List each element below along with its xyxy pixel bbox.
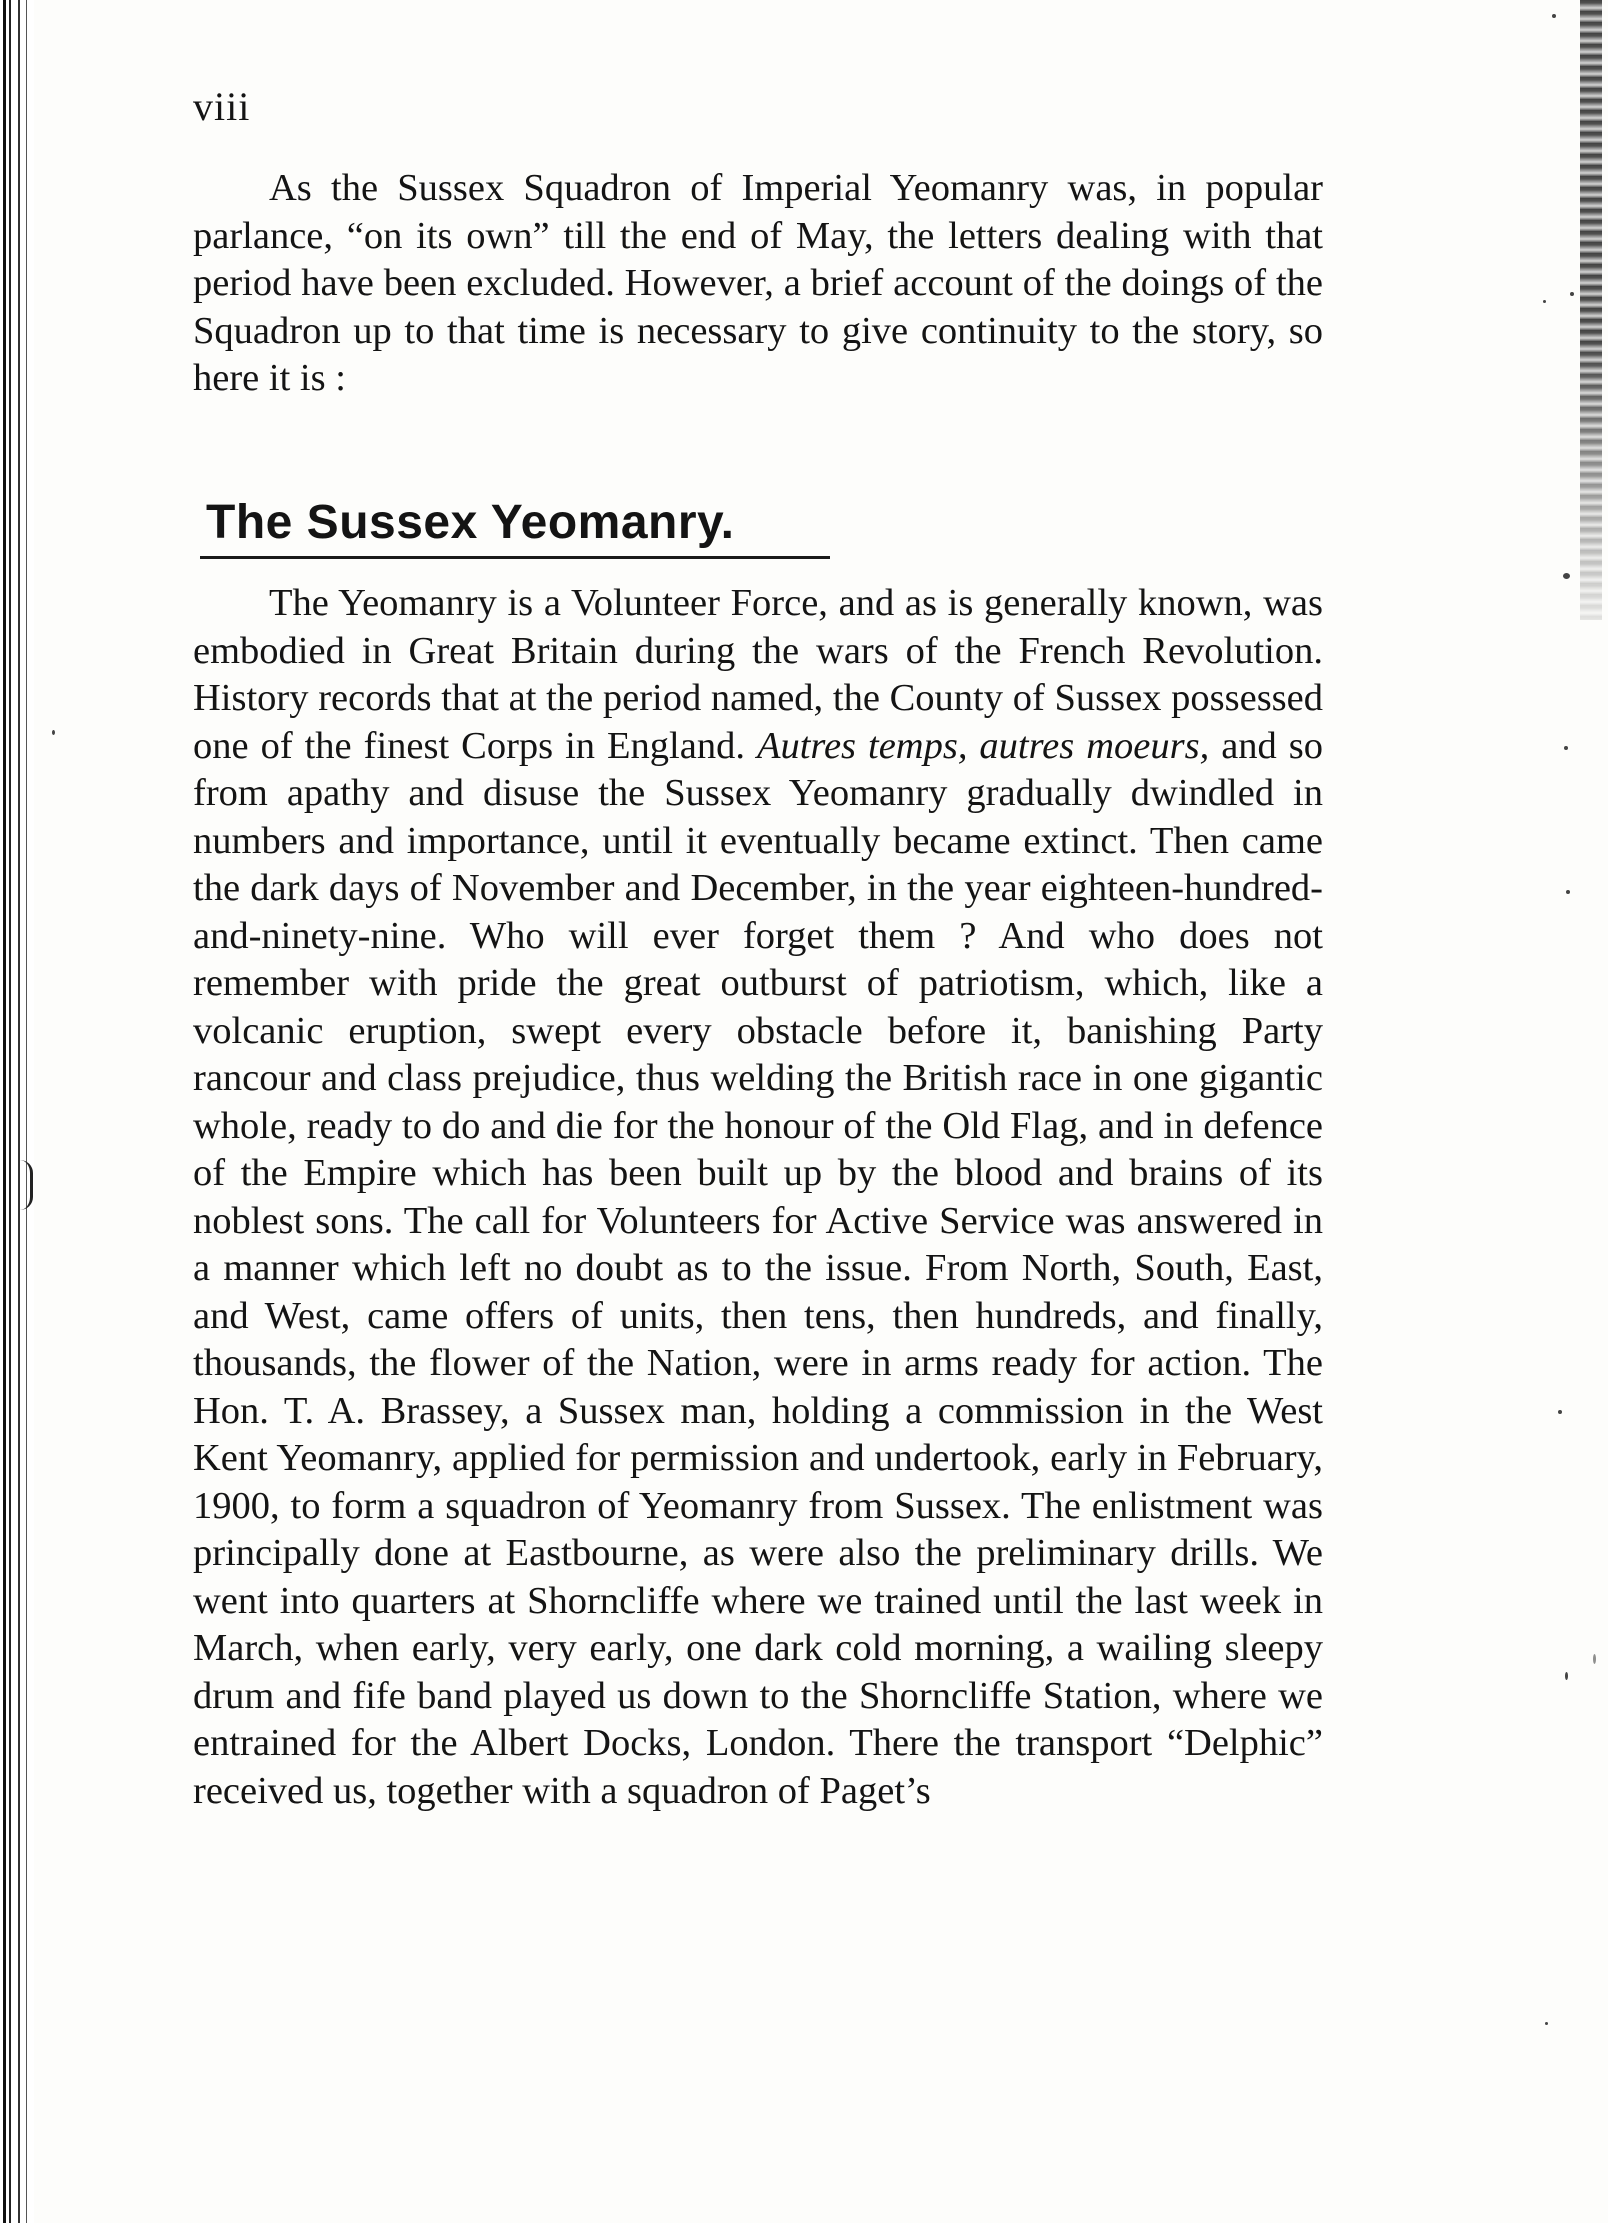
body-paragraph-italic-phrase: Autres temps, autres moeurs,	[756, 724, 1210, 767]
speck	[1570, 292, 1574, 296]
speck	[1593, 1654, 1596, 1664]
body-paragraph-text-1: The Yeomanry is a Volunteer Force, and as is generally known, was embodied in Great Britain during the wars of the French Revolution. History records that at the period named, the County of Sussex possessed one of the finest Corps in England.	[193, 582, 1323, 767]
heading-underline	[200, 556, 830, 559]
speck	[1545, 2022, 1548, 2025]
speck	[1558, 1410, 1562, 1414]
bleed-through-smear	[1580, 0, 1602, 620]
intro-paragraph-text: As the Sussex Squadron of Imperial Yeomanry was, in popular parlance, “on its own” till the end of May, the letters dealing with that period have been excluded. However, a brief account of the doings of the Squadron up to that time is necessary to give continuity to the story, so here it is :	[193, 167, 1323, 399]
book-binding-edge	[0, 0, 34, 2223]
speck	[1543, 300, 1546, 303]
intro-paragraph	[193, 165, 1323, 403]
body-paragraph	[193, 580, 1323, 1815]
body-paragraph-text-2: and so from apathy and disuse the Sussex Yeomanry gradually dwindled in numbers and importance, until it eventually became extinct. Then came the dark days of November and December, in the year eighteen-hundred-and-ninety-nine. Who will ever forget them ? And who does not remember with pride the great outburst of patriotism, which, like a volcanic eruption, swept every obstacle before it, banishing Party rancour and class prejudice, thus welding the British race in one gigantic whole, ready to do and die for the honour of the Old Flag, and in defence of the Empire which has been built up by the blood and brains of its noblest sons. The call for Volunteers for Active Service was answered in a manner which left no doubt as to the issue. From North, South, East, and West, came offers of units, then tens, then hundreds, and finally, thousands, the flower of the Nation, were in arms ready for action. The Hon. T. A. Brassey, a Sussex man, holding a commission in the West Kent Yeomanry, applied for permission and undertook, early in February, 1900, to form a squadron of Yeomanry from Sussex. The enlistment was principally done at Eastbourne, as were also the preliminary drills. We went into quarters at Shorncliffe where we trained until the last week in March, when early, very early, one dark cold morning, a wailing sleepy drum and fife band played us down to the Shorncliffe Station, where we entrained for the Albert Docks, London. There the transport “Delphic” received us, together with a squadron of Paget’s	[193, 724, 1323, 1812]
section-heading: The Sussex Yeomanry.	[206, 496, 735, 549]
speck	[1565, 1672, 1568, 1680]
speck	[1552, 14, 1556, 18]
speck	[1563, 573, 1570, 579]
page-edge-bleed	[1548, 0, 1608, 2223]
speck	[52, 730, 55, 735]
speck	[1564, 746, 1568, 750]
binding-mark	[20, 1160, 33, 1210]
speck	[1566, 890, 1570, 894]
page-number: viii	[193, 84, 251, 129]
